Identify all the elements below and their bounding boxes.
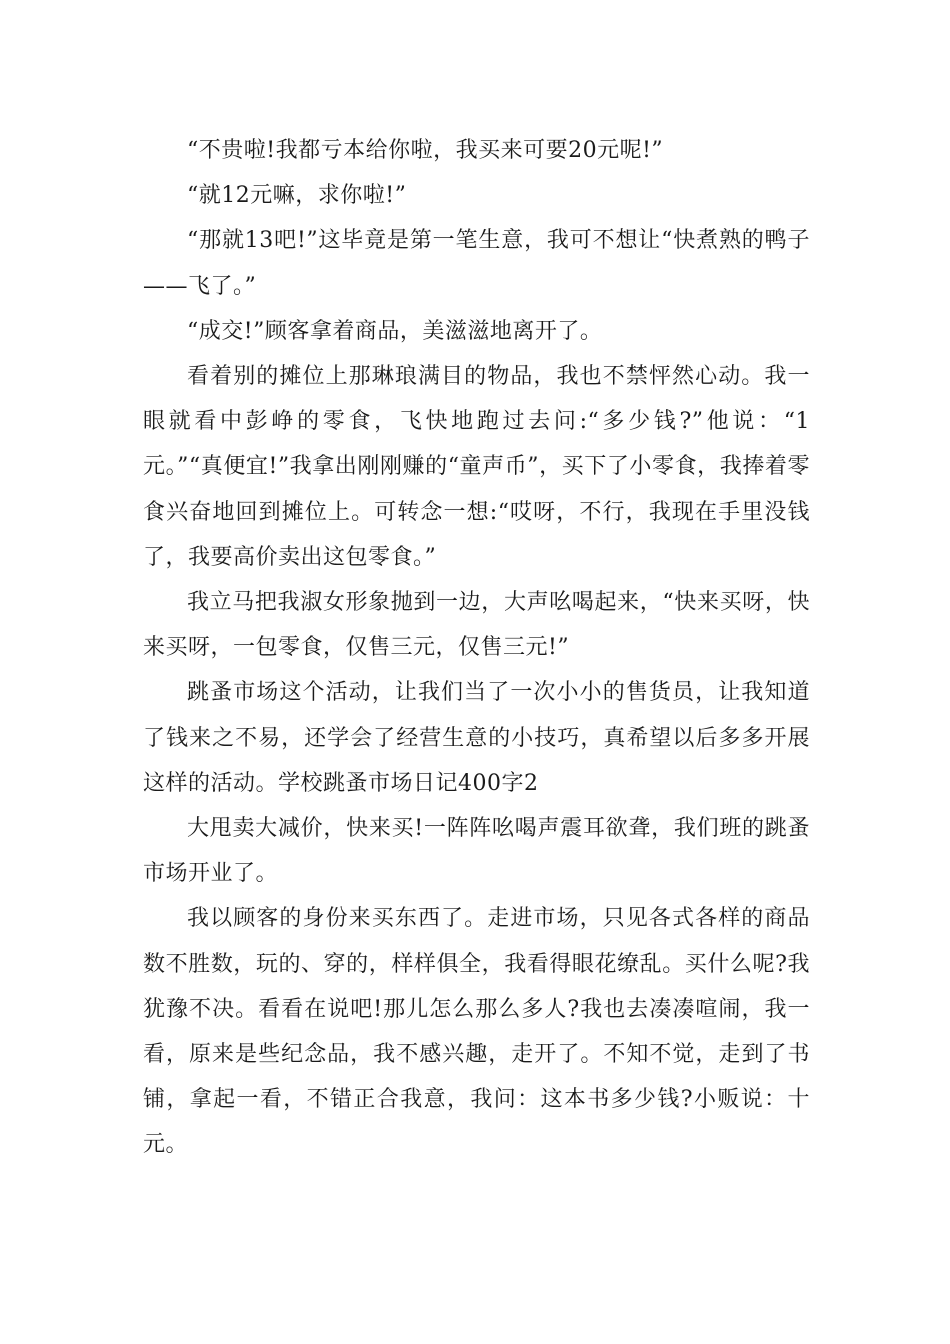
paragraph: 大甩卖大减价，快来买!一阵阵吆喝声震耳欲聋，我们班的跳蚤市场开业了。 — [143, 816, 810, 887]
paragraph: 我立马把我淑女形象抛到一边，大声吆喝起来，“快来买呀，快来买呀，一包零食，仅售三元，仅售三元!” — [143, 590, 810, 661]
paragraph: 我以顾客的身份来买东西了。走进市场，只见各式各样的商品数不胜数，玩的、穿的，样样俱全，我看得眼花缭乱。买什么呢?我犹豫不决。看看在说吧!那儿怎么那么多人?我也去凑凑喧闹，我一看，原来是些纪念品，我不感兴趣，走开了。不知不觉，走到了书铺，拿起一看，不错正合我意，我问：这本书多少钱?小贩说：十元。 — [143, 906, 810, 1158]
paragraph: 看着别的摊位上那琳琅满目的物品，我也不禁怦然心动。我一眼就看中彭峥的零食，飞快地跑过去问:“多少钱?”他说：“1元。”“真便宜!”我拿出刚刚赚的“童声币”，买下了小零食，我捧着零食兴奋地回到摊位上。可转念一想:“哎呀，不行，我现在手里没钱了，我要高价卖出这包零食。” — [143, 364, 810, 570]
paragraph: “成交!”顾客拿着商品，美滋滋地离开了。 — [187, 318, 603, 344]
document-body — [143, 128, 810, 1168]
paragraph: “那就13吧!”这毕竟是第一笔生意，我可不想让“快煮熟的鸭子——飞了。” — [143, 228, 810, 299]
paragraph: “不贵啦!我都亏本给你啦，我买来可要20元呢!” — [187, 138, 664, 163]
paragraph: “就12元嘛，求你啦!” — [187, 183, 407, 209]
paragraph: 跳蚤市场这个活动，让我们当了一次小小的售货员，让我知道了钱来之不易，还学会了经营生意的小技巧，真希望以后多多开展这样的活动。学校跳蚤市场日记400字2 — [143, 680, 810, 796]
